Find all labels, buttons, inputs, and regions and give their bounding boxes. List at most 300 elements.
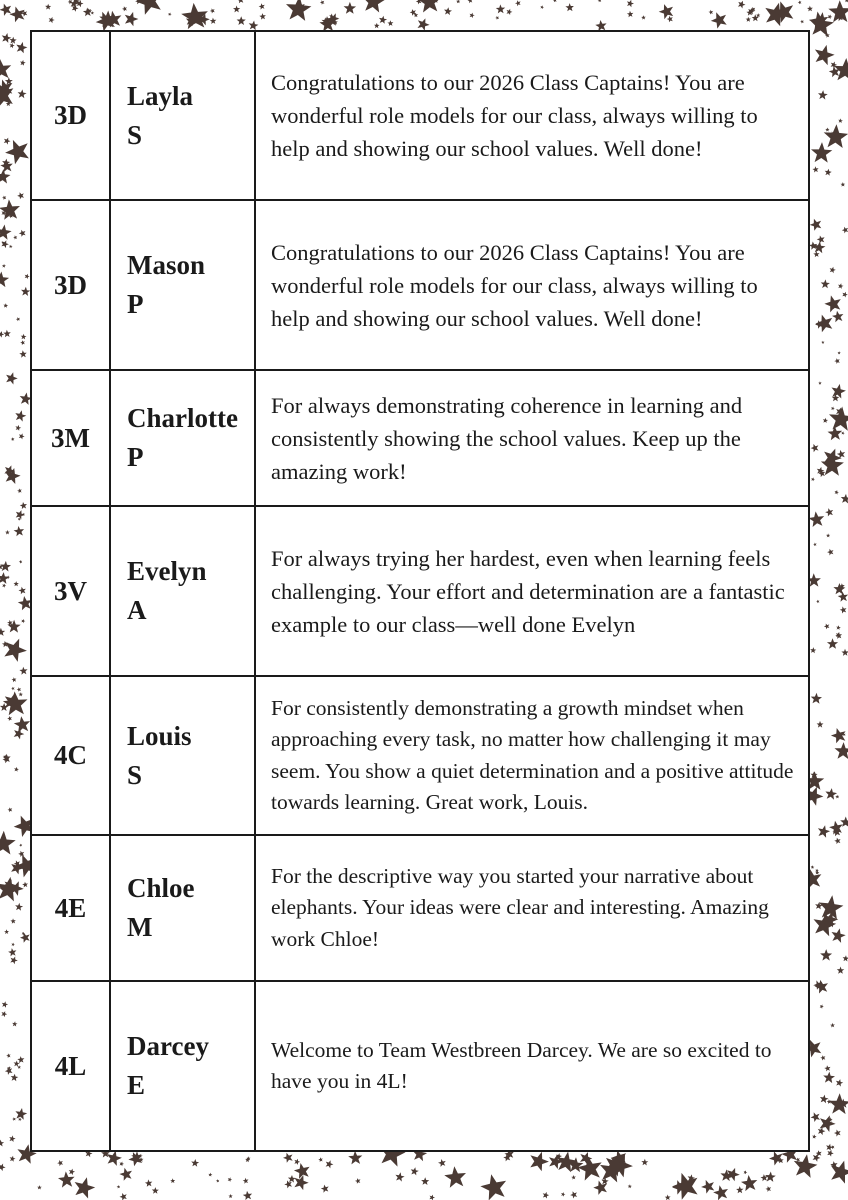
star-icon <box>117 1185 121 1189</box>
star-icon <box>17 687 21 692</box>
star-icon <box>145 1179 152 1186</box>
first-name: Evelyn <box>127 556 207 586</box>
star-icon <box>826 1144 833 1151</box>
star-icon <box>672 1173 698 1200</box>
star-icon <box>665 1195 671 1200</box>
star-icon <box>0 4 11 16</box>
star-icon <box>811 477 815 481</box>
star-icon <box>19 433 25 439</box>
star-icon <box>820 1004 824 1008</box>
star-icon <box>834 358 840 364</box>
star-icon <box>288 1175 296 1183</box>
star-icon <box>468 0 473 3</box>
star-icon <box>0 877 21 902</box>
first-name: Mason <box>127 250 206 280</box>
star-icon <box>8 807 13 812</box>
star-icon <box>838 592 848 602</box>
star-icon <box>817 236 825 244</box>
message-cell: For always demonstrating coherence in learning and consistently showing the school values. Keep up the amazing work! <box>255 370 809 506</box>
star-icon <box>14 1061 20 1067</box>
star-icon <box>283 1153 293 1163</box>
star-icon <box>601 1178 608 1185</box>
star-icon <box>818 825 830 838</box>
star-icon <box>810 647 816 653</box>
star-icon <box>565 3 574 11</box>
star-icon <box>561 1192 565 1197</box>
star-icon <box>13 235 17 239</box>
star-icon <box>800 20 804 24</box>
star-icon <box>823 418 828 423</box>
star-icon <box>444 7 452 15</box>
star-icon <box>815 45 835 65</box>
star-icon <box>49 17 55 23</box>
star-icon <box>355 1178 361 1184</box>
star-icon <box>286 0 311 21</box>
star-icon <box>2 196 6 200</box>
star-icon <box>19 230 26 237</box>
star-icon <box>210 18 217 24</box>
star-icon <box>10 43 15 48</box>
star-icon <box>0 272 9 288</box>
star-icon <box>820 1095 829 1104</box>
star-icon <box>659 4 674 19</box>
student-name-cell <box>110 200 255 370</box>
star-icon <box>738 1 746 9</box>
star-icon <box>18 89 27 98</box>
star-icon <box>294 1163 310 1179</box>
star-icon <box>14 716 30 732</box>
star-icon <box>810 219 822 231</box>
star-icon <box>813 251 819 257</box>
class-cell: 4E <box>31 835 110 981</box>
star-icon <box>818 381 822 384</box>
star-icon <box>495 16 499 20</box>
star-icon <box>0 169 11 184</box>
star-icon <box>416 0 422 4</box>
star-icon <box>19 560 22 564</box>
star-icon <box>249 21 259 31</box>
star-icon <box>540 5 544 9</box>
star-icon <box>444 1166 466 1188</box>
star-icon <box>321 1185 329 1193</box>
star-icon <box>828 0 848 22</box>
star-icon <box>824 1065 830 1071</box>
star-icon <box>456 0 460 3</box>
star-icon <box>9 245 13 249</box>
first-name: Louis <box>127 720 192 751</box>
star-icon <box>741 1175 757 1191</box>
star-icon <box>237 16 246 25</box>
star-icon <box>744 1170 748 1174</box>
star-icon <box>826 533 830 537</box>
star-icon <box>709 10 714 15</box>
star-icon <box>243 1178 249 1184</box>
star-icon <box>0 199 20 219</box>
star-icon <box>827 1150 834 1157</box>
star-icon <box>379 16 387 24</box>
star-icon <box>17 1056 24 1063</box>
star-icon <box>830 1023 835 1028</box>
star-icon <box>813 1154 821 1162</box>
star-icon <box>812 166 818 172</box>
star-icon <box>91 11 94 15</box>
star-icon <box>824 295 840 312</box>
star-icon <box>18 1118 22 1122</box>
star-icon <box>10 1156 16 1162</box>
star-icon <box>411 1167 419 1175</box>
star-icon <box>320 0 325 5</box>
star-icon <box>835 490 839 495</box>
star-icon <box>842 292 848 298</box>
last-initial: E <box>127 1070 146 1100</box>
last-initial: M <box>127 912 153 942</box>
star-icon <box>21 334 27 340</box>
star-icon <box>515 0 521 6</box>
star-icon <box>119 1168 132 1181</box>
table-row <box>31 31 809 200</box>
student-name-cell <box>110 981 255 1151</box>
star-icon <box>20 60 26 66</box>
star-icon <box>2 584 6 588</box>
star-icon <box>216 1179 220 1183</box>
star-icon <box>713 1185 728 1200</box>
star-icon <box>344 2 357 14</box>
star-icon <box>20 502 27 509</box>
star-icon <box>812 1134 817 1138</box>
star-icon <box>828 426 843 440</box>
star-icon <box>829 1093 848 1114</box>
star-icon <box>12 1021 17 1026</box>
star-icon <box>7 716 12 721</box>
star-icon <box>832 311 843 322</box>
table-row <box>31 981 809 1151</box>
star-icon <box>14 526 25 536</box>
star-icon <box>15 903 23 911</box>
star-icon <box>838 283 844 289</box>
message-cell: Congratulations to our 2026 Class Captains! You are wonderful role models for our class, always willing to help and showing our school values. Well done! <box>255 200 809 370</box>
star-icon <box>12 1117 16 1121</box>
star-icon <box>10 7 25 23</box>
star-icon <box>827 638 838 649</box>
student-name-cell <box>110 506 255 676</box>
star-icon <box>284 1180 292 1188</box>
star-icon <box>571 1175 576 1180</box>
star-icon <box>11 437 15 441</box>
star-icon <box>17 192 24 199</box>
star-icon <box>831 728 846 743</box>
star-icon <box>3 330 11 337</box>
table-row <box>31 676 809 835</box>
star-icon <box>823 1072 835 1084</box>
star-icon <box>318 1157 323 1162</box>
star-icon <box>107 1151 122 1166</box>
star-icon <box>834 58 848 81</box>
star-icon <box>807 6 813 12</box>
student-name-cell <box>110 370 255 506</box>
star-icon <box>387 20 393 26</box>
star-icon <box>577 1156 601 1181</box>
star-icon <box>294 1175 308 1190</box>
star-icon <box>0 628 5 636</box>
star-icon <box>243 1191 252 1200</box>
star-icon <box>798 1 802 5</box>
student-name-cell <box>110 676 255 835</box>
star-icon <box>832 384 846 399</box>
star-icon <box>429 1195 435 1200</box>
star-icon <box>828 15 833 20</box>
star-icon <box>543 1192 549 1199</box>
message-cell: For the descriptive way you started your narrative about elephants. Your ideas were clear and interesting. Amazing work Chloe! <box>255 835 809 981</box>
class-cell: 3D <box>31 200 110 370</box>
star-icon <box>25 274 30 279</box>
star-icon <box>627 11 634 17</box>
star-icon <box>21 287 30 296</box>
star-icon <box>120 1162 125 1167</box>
star-icon <box>37 1185 42 1189</box>
star-icon <box>57 1160 63 1166</box>
star-icon <box>326 1160 334 1168</box>
star-icon <box>496 4 505 13</box>
star-icon <box>641 15 646 19</box>
star-icon <box>9 1135 15 1142</box>
star-icon <box>170 1178 175 1183</box>
star-icon <box>842 227 848 234</box>
student-name-cell <box>110 31 255 200</box>
star-icon <box>824 624 830 630</box>
star-icon <box>16 510 25 519</box>
class-cell: 4L <box>31 981 110 1151</box>
star-icon <box>0 331 4 338</box>
star-icon <box>0 1164 6 1172</box>
star-icon <box>259 3 265 9</box>
star-icon <box>0 225 12 240</box>
star-icon <box>6 372 18 384</box>
star-icon <box>845 0 848 2</box>
star-icon <box>22 882 28 888</box>
table-row <box>31 370 809 506</box>
star-icon <box>418 18 430 30</box>
star-icon <box>838 351 841 354</box>
last-initial: S <box>127 119 143 150</box>
class-cell: 3V <box>31 506 110 676</box>
star-icon <box>19 692 24 696</box>
star-icon <box>818 90 828 100</box>
star-icon <box>820 949 832 961</box>
star-icon <box>820 1055 825 1060</box>
star-icon <box>825 169 832 176</box>
star-icon <box>19 844 22 847</box>
star-icon <box>120 1193 127 1200</box>
star-icon <box>711 12 727 28</box>
star-icon <box>418 0 441 13</box>
first-name: Layla <box>127 80 194 111</box>
star-icon <box>4 639 27 662</box>
star-icon <box>507 9 513 15</box>
star-icon <box>11 687 15 691</box>
star-icon <box>5 140 29 164</box>
table-row <box>31 200 809 370</box>
star-icon <box>831 407 835 411</box>
table-row <box>31 835 809 981</box>
class-cell: 4C <box>31 676 110 835</box>
star-icon <box>10 957 17 965</box>
star-icon <box>363 0 386 13</box>
star-icon <box>825 508 833 516</box>
star-icon <box>811 444 819 452</box>
star-icon <box>19 350 26 357</box>
star-icon <box>701 1180 714 1194</box>
star-icon <box>16 317 20 321</box>
star-icon <box>840 606 847 613</box>
star-icon <box>75 1177 96 1198</box>
message-cell: Congratulations to our 2026 Class Captains! You are wonderful role models for our class, always willing to help and showing our school values. Well done! <box>255 31 809 200</box>
first-name: Charlotte <box>127 403 238 433</box>
star-icon <box>627 0 634 7</box>
student-name-cell <box>110 835 255 981</box>
star-icon <box>2 1001 8 1007</box>
star-icon <box>817 721 824 728</box>
star-icon <box>438 1159 446 1167</box>
star-icon <box>821 341 824 344</box>
star-icon <box>641 1159 648 1166</box>
star-icon <box>168 13 172 17</box>
star-icon <box>228 1177 232 1182</box>
star-icon <box>756 13 760 17</box>
star-icon <box>12 677 17 682</box>
star-icon <box>15 425 21 431</box>
star-icon <box>11 943 15 947</box>
star-icon <box>570 1191 577 1198</box>
star-icon <box>125 12 139 26</box>
star-icon <box>827 549 833 556</box>
star-icon <box>122 6 127 11</box>
star-icon <box>0 160 13 172</box>
star-icon <box>825 788 837 800</box>
star-icon <box>20 933 30 943</box>
star-icon <box>8 948 16 956</box>
star-icon <box>15 1108 27 1120</box>
star-icon <box>813 543 817 547</box>
star-icon <box>598 0 602 2</box>
star-icon <box>45 4 51 10</box>
star-icon <box>6 1053 10 1058</box>
star-icon <box>0 1140 4 1147</box>
star-icon <box>19 587 26 595</box>
star-icon <box>736 1186 743 1193</box>
star-icon <box>69 1169 75 1175</box>
awards-table <box>30 30 810 1152</box>
star-icon <box>14 581 19 586</box>
star-icon <box>374 23 380 28</box>
star-icon <box>746 17 751 22</box>
star-icon <box>228 1194 232 1198</box>
star-icon <box>421 1177 429 1185</box>
star-icon <box>832 928 846 943</box>
last-initial: A <box>127 595 147 625</box>
star-icon <box>17 488 22 493</box>
star-icon <box>2 264 6 268</box>
star-icon <box>294 1159 300 1165</box>
message-cell: For consistently demonstrating a growth mindset when approaching every task, no matter how challenging it may seem. You show a quiet determination and a positive attitude towards learning. Great work, Louis. <box>255 676 809 835</box>
star-icon <box>480 1174 506 1200</box>
star-icon <box>11 1074 19 1082</box>
star-icon <box>10 918 15 923</box>
star-icon <box>191 1159 199 1167</box>
star-icon <box>816 600 819 603</box>
star-icon <box>1 1011 7 1017</box>
star-icon <box>395 1172 404 1181</box>
star-icon <box>553 0 557 2</box>
star-icon <box>841 494 848 504</box>
star-icon <box>811 1112 821 1122</box>
star-icon <box>841 182 846 187</box>
star-icon <box>0 831 16 855</box>
star-icon <box>843 955 848 961</box>
star-icon <box>233 6 240 13</box>
star-icon <box>834 838 840 845</box>
star-icon <box>0 59 11 80</box>
star-icon <box>5 530 10 535</box>
star-icon <box>2 33 12 43</box>
star-icon <box>530 1152 549 1172</box>
star-icon <box>833 583 845 594</box>
star-icon <box>834 1130 841 1137</box>
star-icon <box>4 138 11 145</box>
star-icon <box>628 1184 632 1188</box>
star-icon <box>811 693 822 704</box>
star-icon <box>15 410 26 421</box>
star-icon <box>210 8 215 13</box>
star-icon <box>811 865 815 869</box>
star-icon <box>348 1151 362 1165</box>
star-icon <box>841 431 844 435</box>
star-icon <box>19 667 27 675</box>
star-icon <box>16 42 27 53</box>
first-name: Chloe <box>127 873 195 903</box>
star-icon <box>259 13 266 20</box>
star-icon <box>470 13 475 18</box>
first-name: Darcey <box>127 1031 209 1061</box>
class-cell: 3D <box>31 31 110 200</box>
star-icon <box>152 1187 159 1194</box>
star-icon <box>21 619 25 623</box>
star-icon <box>766 1186 772 1192</box>
star-icon <box>838 118 843 123</box>
star-icon <box>837 967 845 974</box>
message-cell: Welcome to Team Westbreen Darcey. We are so excited to have you in 4L! <box>255 981 809 1151</box>
star-icon <box>836 625 841 630</box>
last-initial: S <box>127 759 143 790</box>
star-icon <box>841 649 848 656</box>
star-icon <box>14 767 19 772</box>
last-initial: P <box>127 289 144 319</box>
star-icon <box>208 1173 212 1177</box>
last-initial: P <box>127 442 144 472</box>
star-icon <box>835 742 848 759</box>
message-cell: For always trying her hardest, even when learning feels challenging. Your effort and determination are a fantastic example to our class—well done Evelyn <box>255 506 809 676</box>
star-icon <box>20 340 25 345</box>
star-icon <box>237 0 244 3</box>
star-icon <box>836 1079 843 1087</box>
star-icon <box>794 1154 818 1178</box>
class-cell: 3M <box>31 370 110 506</box>
table-row <box>31 506 809 676</box>
star-icon <box>821 279 830 288</box>
star-icon <box>825 128 829 132</box>
star-icon <box>830 267 836 274</box>
star-icon <box>667 16 673 22</box>
star-icon <box>808 511 824 527</box>
